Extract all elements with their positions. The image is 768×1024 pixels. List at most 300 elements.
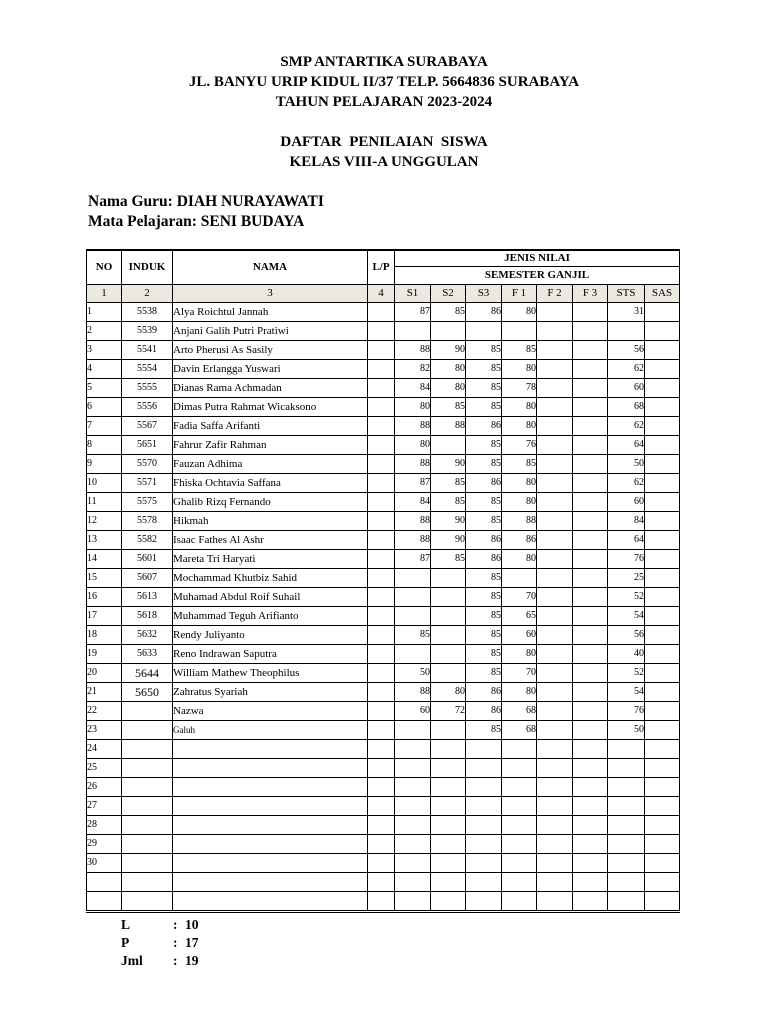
- row-induk: [122, 759, 173, 778]
- score-cell: [537, 854, 573, 873]
- row-number: 18: [87, 626, 122, 645]
- table-row: [87, 835, 680, 854]
- score-cell: [537, 550, 573, 569]
- score-cell: 85: [466, 398, 502, 417]
- table-row: [87, 721, 680, 740]
- table-row: [87, 797, 680, 816]
- score-cell: [431, 607, 466, 626]
- score-cell: 78: [502, 379, 537, 398]
- score-cell: [537, 398, 573, 417]
- score-cell: [537, 892, 573, 912]
- score-cell: [645, 607, 680, 626]
- row-number: 5: [87, 379, 122, 398]
- score-cell: 40: [608, 645, 645, 664]
- score-cell: 86: [466, 303, 502, 322]
- score-cell: [573, 379, 608, 398]
- summary-value: 19: [185, 953, 199, 968]
- score-cell: [608, 740, 645, 759]
- score-cell: [608, 816, 645, 835]
- score-cell: [645, 759, 680, 778]
- score-cell: [573, 626, 608, 645]
- score-cell: 88: [395, 455, 431, 474]
- col-number: 2: [122, 285, 173, 303]
- score-cell: [645, 550, 680, 569]
- score-cell: [502, 797, 537, 816]
- score-cell: [431, 588, 466, 607]
- score-cell: [502, 816, 537, 835]
- score-cell: [608, 835, 645, 854]
- row-name: [173, 778, 368, 797]
- score-cell: 80: [431, 360, 466, 379]
- table-row: [87, 683, 680, 702]
- score-cell: [466, 740, 502, 759]
- score-cell: 25: [608, 569, 645, 588]
- score-cell: 88: [395, 512, 431, 531]
- header-induk: INDUK: [122, 250, 173, 285]
- score-cell: [466, 778, 502, 797]
- row-number: 8: [87, 436, 122, 455]
- score-cell: [645, 569, 680, 588]
- score-cell: [645, 721, 680, 740]
- score-cell: [537, 702, 573, 721]
- score-col-header: F 1: [502, 285, 537, 303]
- score-cell: [395, 778, 431, 797]
- score-cell: 86: [466, 683, 502, 702]
- gender-summary: [121, 916, 199, 970]
- score-cell: [395, 816, 431, 835]
- score-cell: [466, 759, 502, 778]
- row-name: Nazwa: [173, 702, 368, 721]
- score-cell: [573, 892, 608, 912]
- row-name: [173, 892, 368, 912]
- score-cell: [645, 645, 680, 664]
- row-induk: 5582: [122, 531, 173, 550]
- score-cell: [645, 702, 680, 721]
- score-cell: 85: [466, 664, 502, 683]
- score-cell: 86: [466, 474, 502, 493]
- score-cell: [537, 531, 573, 550]
- score-cell: [537, 683, 573, 702]
- row-name: Muhamad Abdul Roif Suhail: [173, 588, 368, 607]
- row-induk: [122, 892, 173, 912]
- score-cell: [645, 512, 680, 531]
- subject-label: Mata Pelajaran:: [88, 213, 201, 230]
- row-number: 10: [87, 474, 122, 493]
- row-number: 3: [87, 341, 122, 360]
- score-cell: 80: [431, 683, 466, 702]
- row-number: 14: [87, 550, 122, 569]
- table-row: [87, 493, 680, 512]
- row-gender: [368, 721, 395, 740]
- row-name: Ghalib Rizq Fernando: [173, 493, 368, 512]
- row-name: Dimas Putra Rahmat Wicaksono: [173, 398, 368, 417]
- row-gender: [368, 531, 395, 550]
- score-cell: 85: [466, 341, 502, 360]
- row-name: Fadia Saffa Arifanti: [173, 417, 368, 436]
- score-cell: [502, 892, 537, 912]
- row-gender: [368, 322, 395, 341]
- score-cell: 50: [608, 721, 645, 740]
- row-number: 4: [87, 360, 122, 379]
- score-cell: 60: [608, 493, 645, 512]
- table-row: [87, 854, 680, 873]
- score-cell: [395, 588, 431, 607]
- teacher-label: Nama Guru:: [88, 193, 177, 210]
- row-gender: [368, 607, 395, 626]
- row-name: Dianas Rama Achmadan: [173, 379, 368, 398]
- score-cell: [537, 512, 573, 531]
- score-cell: 68: [502, 721, 537, 740]
- score-cell: [573, 512, 608, 531]
- row-gender: [368, 664, 395, 683]
- row-name: [173, 873, 368, 892]
- score-cell: [645, 341, 680, 360]
- score-cell: [645, 398, 680, 417]
- score-cell: [573, 303, 608, 322]
- row-number: 27: [87, 797, 122, 816]
- header-jenis-nilai: JENIS NILAI: [395, 250, 680, 267]
- score-cell: [395, 759, 431, 778]
- score-cell: [466, 835, 502, 854]
- score-cell: [573, 873, 608, 892]
- row-gender: [368, 626, 395, 645]
- row-gender: [368, 892, 395, 912]
- col-number: 3: [173, 285, 368, 303]
- row-gender: [368, 455, 395, 474]
- score-cell: [573, 493, 608, 512]
- score-cell: 76: [608, 702, 645, 721]
- score-cell: 80: [502, 398, 537, 417]
- score-cell: [573, 645, 608, 664]
- row-name: [173, 759, 368, 778]
- row-name: [173, 797, 368, 816]
- row-name: Davin Erlangga Yuswari: [173, 360, 368, 379]
- row-gender: [368, 759, 395, 778]
- score-cell: [573, 721, 608, 740]
- score-cell: [537, 360, 573, 379]
- score-cell: 62: [608, 474, 645, 493]
- score-cell: 88: [395, 683, 431, 702]
- table-row: [87, 588, 680, 607]
- row-induk: [122, 854, 173, 873]
- score-cell: [645, 873, 680, 892]
- score-cell: 85: [466, 588, 502, 607]
- col-number: 1: [87, 285, 122, 303]
- row-gender: [368, 683, 395, 702]
- score-cell: [537, 588, 573, 607]
- row-number: 20: [87, 664, 122, 683]
- score-cell: [431, 664, 466, 683]
- table-row: [87, 569, 680, 588]
- row-name: Fhiska Ochtavia Saffana: [173, 474, 368, 493]
- col-number: 4: [368, 285, 395, 303]
- score-cell: [395, 740, 431, 759]
- score-cell: [573, 455, 608, 474]
- score-cell: 85: [466, 360, 502, 379]
- score-cell: 76: [608, 550, 645, 569]
- score-cell: [466, 854, 502, 873]
- row-induk: 5575: [122, 493, 173, 512]
- score-cell: [537, 493, 573, 512]
- summary-label: Jml: [121, 953, 143, 968]
- score-cell: 84: [395, 493, 431, 512]
- row-induk: 5651: [122, 436, 173, 455]
- row-gender: [368, 645, 395, 664]
- table-row: [87, 322, 680, 341]
- score-cell: 80: [502, 474, 537, 493]
- row-induk: 5613: [122, 588, 173, 607]
- summary-row-l: [121, 916, 199, 934]
- score-cell: [502, 854, 537, 873]
- score-cell: [645, 778, 680, 797]
- header-row-1: [87, 250, 680, 267]
- document-title: [0, 132, 768, 172]
- score-cell: [395, 322, 431, 341]
- score-cell: [608, 873, 645, 892]
- score-cell: [537, 455, 573, 474]
- table-row: [87, 436, 680, 455]
- score-cell: 88: [395, 417, 431, 436]
- score-cell: [608, 892, 645, 912]
- score-cell: 56: [608, 341, 645, 360]
- score-cell: [466, 322, 502, 341]
- score-cell: [502, 740, 537, 759]
- score-cell: 80: [395, 398, 431, 417]
- row-name: [173, 740, 368, 759]
- row-gender: [368, 341, 395, 360]
- row-name: Fahrur Zafir Rahman: [173, 436, 368, 455]
- score-cell: 80: [502, 683, 537, 702]
- score-cell: 82: [395, 360, 431, 379]
- score-cell: [395, 721, 431, 740]
- score-cell: [573, 702, 608, 721]
- row-name: Zahratus Syariah: [173, 683, 368, 702]
- score-cell: [645, 835, 680, 854]
- score-cell: 86: [466, 702, 502, 721]
- title-line-2: KELAS VIII-A UNGGULAN: [289, 154, 479, 170]
- score-col-header: STS: [608, 285, 645, 303]
- row-number: 2: [87, 322, 122, 341]
- score-cell: 85: [466, 512, 502, 531]
- row-induk: [122, 778, 173, 797]
- row-name: Anjani Galih Putri Pratiwi: [173, 322, 368, 341]
- teacher-info: [88, 192, 324, 232]
- score-cell: 62: [608, 360, 645, 379]
- row-induk: 5632: [122, 626, 173, 645]
- score-cell: [608, 854, 645, 873]
- row-gender: [368, 797, 395, 816]
- score-cell: 85: [431, 550, 466, 569]
- score-cell: [537, 645, 573, 664]
- score-cell: 85: [466, 645, 502, 664]
- score-cell: [645, 455, 680, 474]
- row-number: 12: [87, 512, 122, 531]
- score-cell: 70: [502, 588, 537, 607]
- table-row: [87, 740, 680, 759]
- score-cell: 86: [466, 550, 502, 569]
- score-cell: [537, 569, 573, 588]
- score-cell: [573, 341, 608, 360]
- table-row: [87, 379, 680, 398]
- table-row: [87, 303, 680, 322]
- table-row: [87, 341, 680, 360]
- school-header: [0, 52, 768, 112]
- summary-row-jml: [121, 952, 199, 970]
- score-col-header: S1: [395, 285, 431, 303]
- row-induk: [122, 721, 173, 740]
- score-cell: [608, 759, 645, 778]
- row-number: 19: [87, 645, 122, 664]
- row-number: 15: [87, 569, 122, 588]
- row-gender: [368, 569, 395, 588]
- score-cell: [573, 588, 608, 607]
- table-row: [87, 702, 680, 721]
- summary-value: 17: [185, 935, 199, 950]
- teacher-name: DIAH NURAYAWATI: [176, 193, 324, 210]
- score-cell: [573, 417, 608, 436]
- row-gender: [368, 493, 395, 512]
- header-semester: SEMESTER GANJIL: [395, 267, 680, 285]
- row-induk: 5567: [122, 417, 173, 436]
- summary-label: P: [121, 935, 130, 950]
- row-induk: 5650: [122, 683, 173, 702]
- score-cell: 65: [502, 607, 537, 626]
- score-cell: [645, 417, 680, 436]
- row-number: 21: [87, 683, 122, 702]
- summary-sep: :: [173, 917, 178, 932]
- row-name: Isaac Fathes Al Ashr: [173, 531, 368, 550]
- table-row: [87, 512, 680, 531]
- score-cell: 84: [395, 379, 431, 398]
- table-row: [87, 664, 680, 683]
- score-cell: [645, 588, 680, 607]
- score-cell: [431, 626, 466, 645]
- row-name: Fauzan Adhima: [173, 455, 368, 474]
- score-cell: [645, 379, 680, 398]
- score-cell: [431, 322, 466, 341]
- table-row: [87, 645, 680, 664]
- score-cell: [573, 797, 608, 816]
- score-cell: 56: [608, 626, 645, 645]
- row-number: 17: [87, 607, 122, 626]
- row-gender: [368, 417, 395, 436]
- score-cell: [645, 626, 680, 645]
- score-cell: [395, 892, 431, 912]
- score-cell: [395, 569, 431, 588]
- score-cell: [431, 740, 466, 759]
- school-year: TAHUN PELAJARAN 2023-2024: [275, 94, 493, 110]
- row-induk: 5601: [122, 550, 173, 569]
- score-cell: [395, 835, 431, 854]
- score-cell: [431, 835, 466, 854]
- column-number-row: [87, 285, 680, 303]
- table-row: [87, 607, 680, 626]
- row-name: Mareta Tri Haryati: [173, 550, 368, 569]
- row-induk: 5578: [122, 512, 173, 531]
- row-name: Mochammad Khutbiz Sahid: [173, 569, 368, 588]
- school-address: JL. BANYU URIP KIDUL II/37 TELP. 5664836 SURABAYA: [188, 74, 580, 90]
- score-cell: 87: [395, 303, 431, 322]
- score-cell: 80: [431, 379, 466, 398]
- row-induk: [122, 835, 173, 854]
- table-row: [87, 892, 680, 912]
- score-cell: 60: [502, 626, 537, 645]
- score-cell: 85: [466, 436, 502, 455]
- table-row: [87, 360, 680, 379]
- score-cell: 64: [608, 436, 645, 455]
- score-cell: 60: [608, 379, 645, 398]
- score-cell: [645, 797, 680, 816]
- score-cell: 88: [431, 417, 466, 436]
- score-cell: [608, 778, 645, 797]
- summary-label: L: [121, 917, 131, 932]
- score-cell: [573, 398, 608, 417]
- row-gender: [368, 474, 395, 493]
- row-induk: 5644: [122, 664, 173, 683]
- score-cell: [573, 322, 608, 341]
- row-number: [87, 873, 122, 892]
- row-number: 26: [87, 778, 122, 797]
- row-number: 6: [87, 398, 122, 417]
- summary-row-p: [121, 934, 199, 952]
- score-col-header: S3: [466, 285, 502, 303]
- score-cell: [537, 379, 573, 398]
- header-nama: NAMA: [173, 250, 368, 285]
- row-induk: 5570: [122, 455, 173, 474]
- score-cell: [645, 816, 680, 835]
- score-cell: [537, 322, 573, 341]
- row-number: 9: [87, 455, 122, 474]
- score-cell: [537, 759, 573, 778]
- row-induk: [122, 816, 173, 835]
- score-cell: [573, 531, 608, 550]
- row-number: 30: [87, 854, 122, 873]
- score-cell: [466, 797, 502, 816]
- score-cell: [645, 493, 680, 512]
- row-number: 25: [87, 759, 122, 778]
- score-cell: [645, 854, 680, 873]
- score-cell: [645, 303, 680, 322]
- score-cell: [537, 778, 573, 797]
- score-cell: [431, 645, 466, 664]
- row-gender: [368, 436, 395, 455]
- row-induk: 5571: [122, 474, 173, 493]
- score-cell: [395, 873, 431, 892]
- row-name: Rendy Juliyanto: [173, 626, 368, 645]
- score-cell: 52: [608, 588, 645, 607]
- score-cell: 86: [466, 531, 502, 550]
- row-number: 22: [87, 702, 122, 721]
- score-cell: [645, 683, 680, 702]
- score-cell: 52: [608, 664, 645, 683]
- table-row: [87, 778, 680, 797]
- row-induk: 5607: [122, 569, 173, 588]
- score-cell: [573, 607, 608, 626]
- score-cell: [573, 474, 608, 493]
- row-name: Muhammad Teguh Arifianto: [173, 607, 368, 626]
- score-cell: [431, 873, 466, 892]
- score-cell: [395, 607, 431, 626]
- row-induk: 5541: [122, 341, 173, 360]
- grades-table: [86, 249, 680, 913]
- score-cell: [573, 740, 608, 759]
- table-row: [87, 550, 680, 569]
- score-cell: 85: [466, 379, 502, 398]
- row-induk: [122, 797, 173, 816]
- teacher-name-line: [88, 192, 324, 212]
- score-cell: [645, 360, 680, 379]
- header-no: NO: [87, 250, 122, 285]
